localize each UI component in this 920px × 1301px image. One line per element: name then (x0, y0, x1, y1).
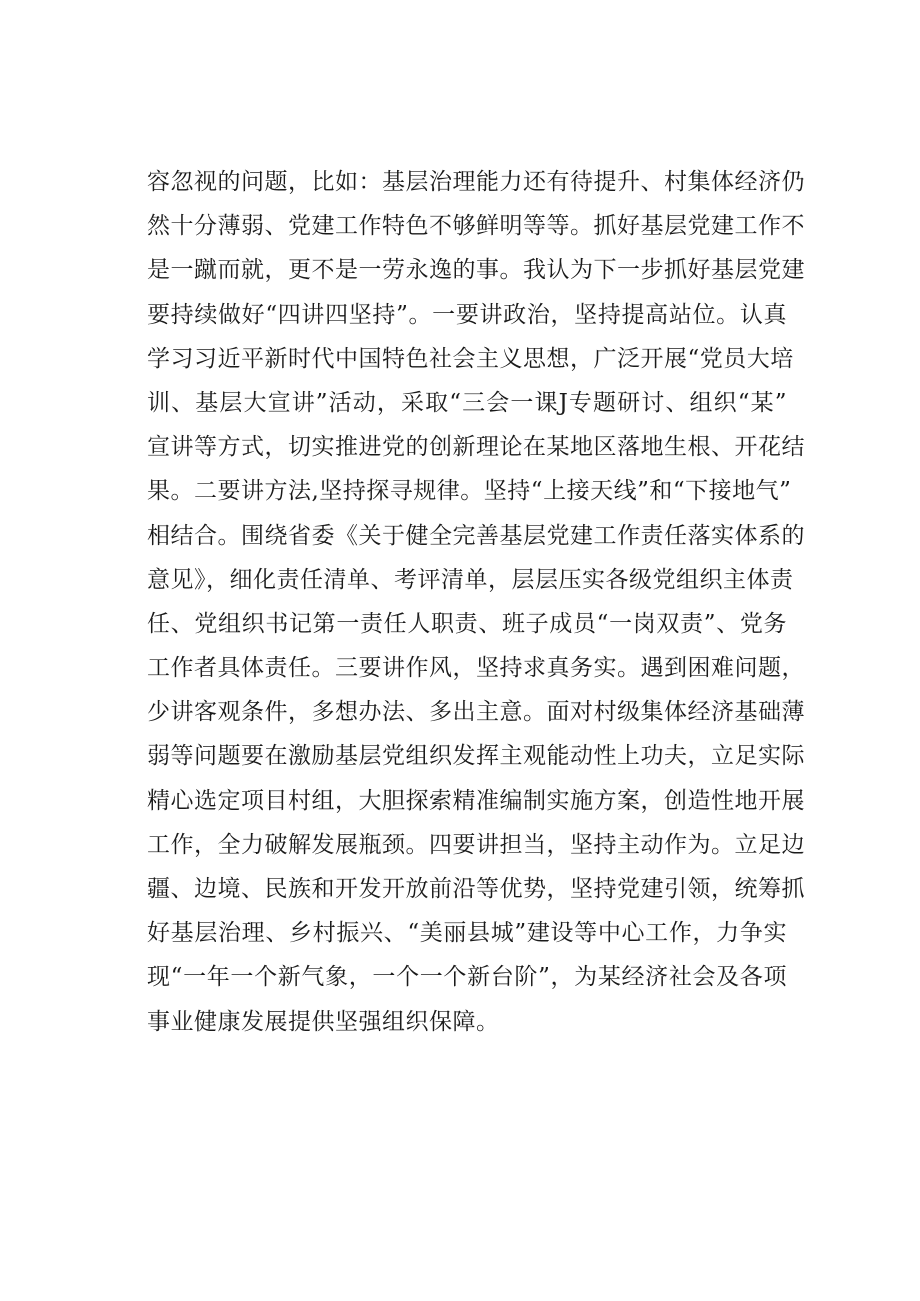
text-line: 宣讲等方式，切实推进党的创新理论在某地区落地生根、开花结 (147, 434, 805, 461)
text-line: 疆、边境、民族和开发开放前沿等优势，坚持党建引领，统筹抓 (147, 876, 805, 902)
text-line: 任、党组织书记第一责任人职责、班子成员“一岗双责”、党务 (147, 610, 787, 637)
text-line: 少讲客观条件，多想办法、多出主意。面对村级集体经济基础薄 (147, 699, 805, 726)
text-line: 是一蹴而就，更不是一劳永逸的事。我认为下一步抓好基层党建 (147, 257, 805, 284)
text-line: 训、基层大宣讲”活动，采取“三会一课J专题研讨、组织“某” (147, 389, 787, 416)
text-line: 工作者具体责任。三要讲作风，坚持求真务实。遇到困难问题， (147, 655, 805, 682)
text-line: 工作，全力破解发展瓶颈。四要讲担当，坚持主动作为。立足边 (147, 831, 805, 858)
text-line: 学习习近平新时代中国特色社会主义思想，广泛开展“党员大培 (147, 345, 794, 372)
text-line: 相结合。围绕省委《关于健全完善基层党建工作责任落实体系的 (147, 522, 805, 549)
text-line-last: 事业健康发展提供坚强组织保障。 (147, 1008, 500, 1035)
body-paragraph (147, 160, 805, 1044)
text-line: 容忽视的问题，比如：基层治理能力还有待提升、村集体经济仍 (147, 169, 805, 195)
text-line: 果。二要讲方法,坚持探寻规律。坚持“上接天线”和“下接地气” (147, 478, 792, 505)
text-line: 现“一年一个新气象，一个一个新台阶”，为某经济社会及各项 (147, 964, 787, 991)
text-line: 精心选定项目村组，大胆探索精准编制实施方案，创造性地开展 (147, 787, 805, 814)
text-line: 弱等问题要在激励基层党组织发挥主观能动性上功夫，立足实际 (147, 743, 805, 770)
text-line: 意见》，细化责任清单、考评清单，层层压实各级党组织主体责 (147, 566, 794, 593)
text-line: 好基层治理、乡村振兴、“美丽县城”建设等中心工作，力争实 (147, 920, 787, 947)
text-line: 然十分薄弱、党建工作特色不够鲜明等等。抓好基层党建工作不 (147, 213, 805, 240)
text-line: 要持续做好“四讲四坚持”。一要讲政治，坚持提高站位。认真 (147, 301, 787, 328)
